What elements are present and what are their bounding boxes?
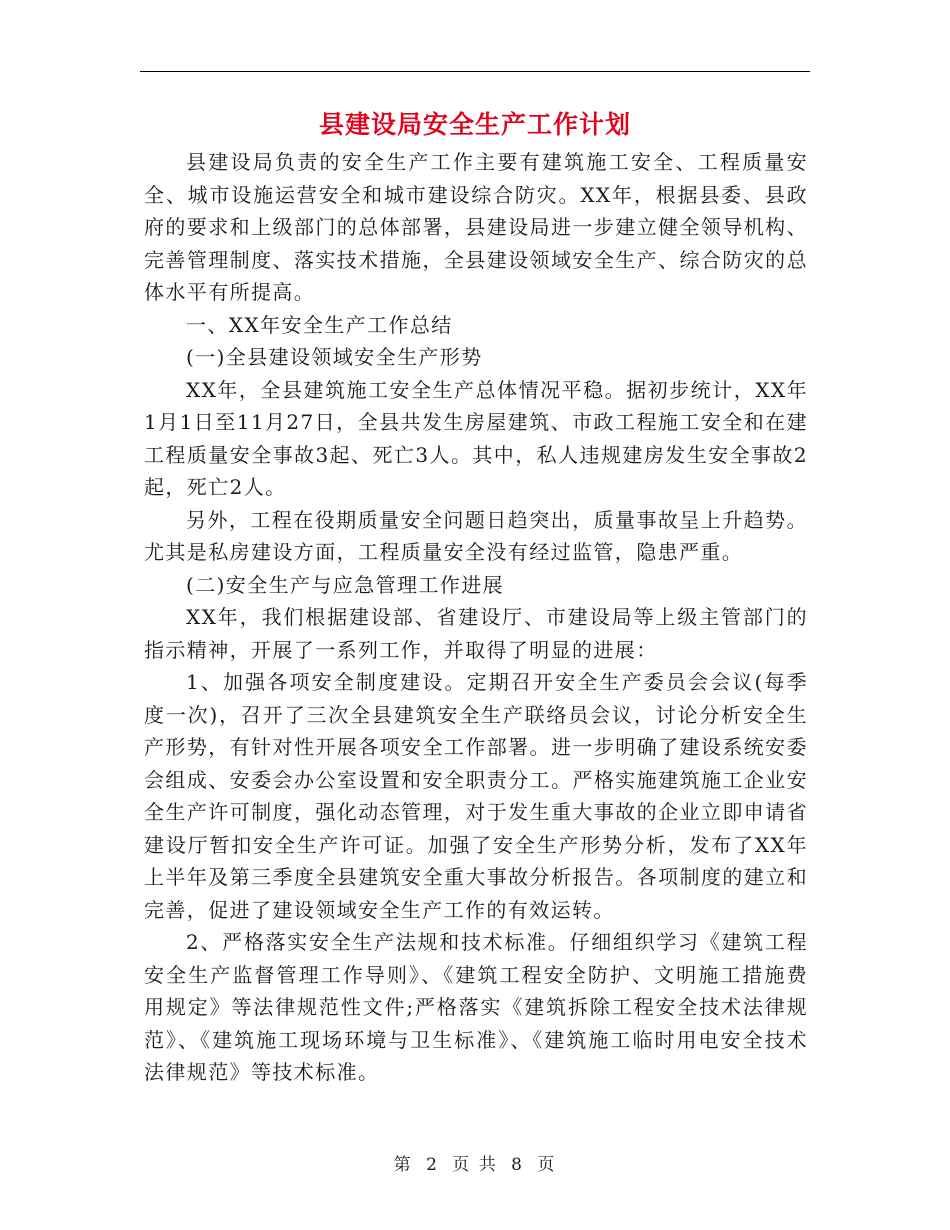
paragraph-additional: 另外，工程在役期质量安全问题日趋突出，质量事故呈上升趋势。尤其是私房建设方面，工程质量安全没有经过监管，隐患严重。 (144, 507, 808, 564)
header-rule (140, 71, 810, 72)
page-footer (0, 1153, 950, 1177)
document-title: 县建设局安全生产工作计划 (318, 110, 631, 139)
footer-page-number: 2 (426, 1155, 439, 1175)
footer-prefix: 第 (393, 1155, 413, 1175)
footer-total-pages: 8 (511, 1155, 524, 1175)
document-body (144, 146, 808, 1089)
paragraph-item-1: 1、加强各项安全制度建设。定期召开安全生产委员会会议(每季度一次)，召开了三次全县建筑安全生产联络员会议，讨论分析安全生产形势，有针对性开展各项安全工作部署。进一步明确了建设系统安委会组成、安委会办公室设置和安全职责分工。严格实施建筑施工企业安全生产许可制度，强化动态管理，对于发生重大事故的企业立即申请省建设厅暂扣安全生产许可证。加强了安全生产形势分析，发布了XX年上半年及第三季度全县建筑安全重大事故分析报告。各项制度的建立和完善，促进了建设领域安全生产工作的有效运转。 (144, 670, 808, 922)
section-heading-1: 一、XX年安全生产工作总结 (186, 312, 453, 337)
paragraph-situation: XX年，全县建筑施工安全生产总体情况平稳。据初步统计，XX年1月1日至11月27日，全县共发生房屋建筑、市政工程施工安全和在建工程质量安全事故3起、死亡3人。其中，私人违规建房发生安全事故2起，死亡2人。 (144, 377, 808, 499)
paragraph-item-2: 2、严格落实安全生产法规和技术标准。仔细组织学习《建筑工程安全生产监督管理工作导则》、《建筑工程安全防护、文明施工措施费用规定》等法律规范性文件;严格落实《建筑拆除工程安全技术法律规范》、《建筑施工现场环境与卫生标准》、《建筑施工临时用电安全技术法律规范》等技术标准。 (144, 930, 808, 1084)
footer-middle: 页 共 (452, 1155, 498, 1175)
paragraph-intro: 县建设局负责的安全生产工作主要有建筑施工安全、工程质量安全、城市设施运营安全和城市建设综合防灾。XX年，根据县委、县政府的要求和上级部门的总体部署，县建设局进一步建立健全领导机构、完善管理制度、落实技术措施，全县建设领域安全生产、综合防灾的总体水平有所提高。 (144, 150, 808, 304)
paragraph-progress: XX年，我们根据建设部、省建设厅、市建设局等上级主管部门的指示精神，开展了一系列工作，并取得了明显的进展： (144, 605, 808, 662)
footer-suffix: 页 (537, 1155, 557, 1175)
subsection-heading-2: (二)安全生产与应急管理工作进展 (186, 572, 505, 597)
subsection-heading-1: (一)全县建设领域安全生产形势 (186, 345, 483, 369)
